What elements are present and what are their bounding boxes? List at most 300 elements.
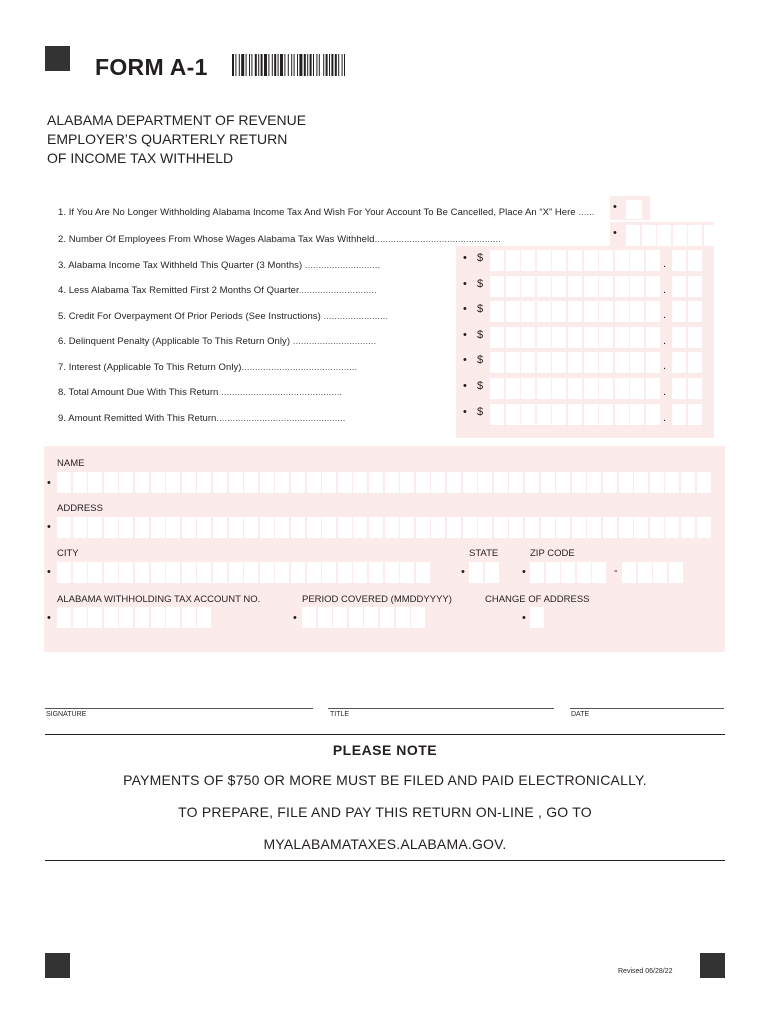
zip-cell[interactable] (530, 562, 544, 583)
line-9-amount-cell[interactable] (568, 404, 582, 425)
line-8-label: 8. Total Amount Due With This Return ............................................. (58, 387, 343, 398)
city-cell[interactable] (197, 562, 211, 583)
address-cell[interactable] (619, 517, 633, 538)
name-cell[interactable] (478, 472, 492, 493)
address-cell[interactable] (494, 517, 508, 538)
address-cell[interactable] (650, 517, 664, 538)
address-cell[interactable] (353, 517, 367, 538)
barcode-bar (307, 54, 308, 76)
address-cell[interactable] (104, 517, 118, 538)
name-cell[interactable] (57, 472, 71, 493)
account-cell[interactable] (119, 607, 133, 628)
city-cell[interactable] (229, 562, 243, 583)
line-6-dollar-sign: $ (477, 328, 484, 341)
line-6-amount-cell[interactable] (615, 327, 629, 348)
line-8-cents-cell[interactable] (672, 378, 686, 399)
revised-date: Revised 06/28/22 (618, 968, 673, 975)
line-3-amount-cell[interactable] (521, 250, 535, 271)
address-cell[interactable] (541, 517, 555, 538)
name-cell[interactable] (603, 472, 617, 493)
line-7-amount-cell[interactable] (646, 352, 660, 373)
line-2-cell[interactable] (626, 225, 640, 246)
city-label: CITY (57, 548, 79, 559)
barcode-bar (329, 54, 330, 76)
line-4-amount-cell[interactable] (584, 276, 598, 297)
date-line[interactable] (570, 708, 724, 709)
line-5-amount-cell[interactable] (584, 301, 598, 322)
account-cell[interactable] (197, 607, 211, 628)
barcode-bar (335, 54, 337, 76)
line-3-bullet: • (463, 252, 467, 264)
account-cell[interactable] (57, 607, 71, 628)
line-3-dollar-sign: $ (477, 252, 484, 264)
note-title: PLEASE NOTE (332, 742, 438, 758)
line-4-amount-cell[interactable] (490, 276, 504, 297)
name-cell[interactable] (556, 472, 570, 493)
line-6-cents-cell[interactable] (688, 327, 702, 348)
line-3-amount-cell[interactable] (630, 250, 644, 271)
line-7-cents-cell[interactable] (688, 352, 702, 373)
period-cell[interactable] (411, 607, 425, 628)
city-cell[interactable] (88, 562, 102, 583)
address-cell[interactable] (369, 517, 383, 538)
name-cell[interactable] (619, 472, 633, 493)
address-cell[interactable] (322, 517, 336, 538)
zip-plus-four-cell[interactable] (669, 562, 683, 583)
city-cell[interactable] (322, 562, 336, 583)
city-bullet: • (47, 566, 51, 578)
line-6-amount-cell[interactable] (506, 327, 520, 348)
line-8-amount-cell[interactable] (490, 378, 504, 399)
date-label: DATE (571, 711, 590, 718)
address-cell[interactable] (197, 517, 211, 538)
line-7-amount-cell[interactable] (615, 352, 629, 373)
line-5-amount-cell[interactable] (630, 301, 644, 322)
zip-bullet: • (522, 566, 526, 578)
name-cell[interactable] (353, 472, 367, 493)
line-5-bullet: • (463, 303, 467, 316)
state-cell[interactable] (485, 562, 499, 583)
name-cell[interactable] (681, 472, 695, 493)
department-line-3: OF INCOME TAX WITHHELD (47, 150, 234, 166)
line-8-amount-cell[interactable] (599, 378, 613, 399)
line-5-label: 5. Credit For Overpayment Of Prior Periods (See Instructions) ........................ (58, 311, 389, 322)
line-5-amount-cell[interactable] (552, 301, 566, 322)
city-cell[interactable] (73, 562, 87, 583)
city-cell[interactable] (416, 562, 430, 583)
zip-plus-four-cell[interactable] (653, 562, 667, 583)
address-cell[interactable] (119, 517, 133, 538)
address-cell[interactable] (291, 517, 305, 538)
barcode-bar (304, 54, 306, 76)
name-cell[interactable] (650, 472, 664, 493)
line-2-cell[interactable] (688, 225, 702, 246)
city-cell[interactable] (385, 562, 399, 583)
address-cell[interactable] (478, 517, 492, 538)
name-cell[interactable] (244, 472, 258, 493)
address-cell[interactable] (509, 517, 523, 538)
line-6-bullet: • (463, 328, 467, 341)
line-8-amount-cell[interactable] (521, 378, 535, 399)
line-3-amount-cell[interactable] (584, 250, 598, 271)
name-cell[interactable] (307, 472, 321, 493)
city-cell[interactable] (260, 562, 274, 583)
line-9-amount-cell[interactable] (615, 404, 629, 425)
city-cell[interactable] (353, 562, 367, 583)
line-3-amount-cell[interactable] (490, 250, 504, 271)
line-1-checkbox-cell[interactable] (626, 200, 642, 219)
address-cell[interactable] (260, 517, 274, 538)
line-9-amount-cell[interactable] (584, 404, 598, 425)
address-cell[interactable] (463, 517, 477, 538)
line-3-amount-cell[interactable] (599, 250, 613, 271)
address-cell[interactable] (556, 517, 570, 538)
line-8-amount-cell[interactable] (552, 378, 566, 399)
line-4-amount-cell[interactable] (521, 276, 535, 297)
barcode-bar (239, 54, 240, 76)
title-label: TITLE (330, 711, 350, 718)
city-cell[interactable] (291, 562, 305, 583)
zip-cell[interactable] (577, 562, 591, 583)
address-cell[interactable] (88, 517, 102, 538)
line-5-amount-cell[interactable] (599, 301, 613, 322)
line-8-bullet: • (463, 380, 467, 392)
name-label: NAME (57, 458, 85, 469)
address-cell[interactable] (416, 517, 430, 538)
line-7-amount-cell[interactable] (537, 352, 551, 373)
city-cell[interactable] (151, 562, 165, 583)
name-cell[interactable] (541, 472, 555, 493)
line-6-cents-cell[interactable] (672, 327, 686, 348)
line-7-amount-cell[interactable] (568, 352, 582, 373)
line-2-cell[interactable] (642, 225, 656, 246)
line-8-amount-cell[interactable] (630, 378, 644, 399)
barcode-bar (246, 54, 247, 76)
zip-cell[interactable] (592, 562, 606, 583)
city-cell[interactable] (244, 562, 258, 583)
zip-dash: - (614, 565, 618, 577)
city-cell[interactable] (135, 562, 149, 583)
line-9-label: 9. Amount Remitted With This Return................................................ (58, 413, 346, 424)
line-5-amount-cell[interactable] (646, 301, 660, 322)
line-4-cents-cell[interactable] (688, 276, 702, 297)
line-3-amount-cell[interactable] (506, 250, 520, 271)
city-cell[interactable] (182, 562, 196, 583)
zip-plus-four-cell[interactable] (622, 562, 636, 583)
line-3-label: 3. Alabama Income Tax Withheld This Quarter (3 Months) ............................ (58, 260, 381, 271)
period-label: PERIOD COVERED (MMDDYYYY) (302, 594, 452, 605)
line-8-amount-cell[interactable] (506, 378, 520, 399)
line-3-amount-cell[interactable] (537, 250, 551, 271)
line-2-bullet: • (613, 227, 617, 239)
barcode-bar (338, 54, 339, 76)
line-4-cents-cell[interactable] (672, 276, 686, 297)
line-4-amount-cell[interactable] (630, 276, 644, 297)
line-8-amount-cell[interactable] (646, 378, 660, 399)
name-cell[interactable] (634, 472, 648, 493)
name-cell[interactable] (260, 472, 274, 493)
address-cell[interactable] (572, 517, 586, 538)
name-cell[interactable] (447, 472, 461, 493)
city-cell[interactable] (166, 562, 180, 583)
name-cell[interactable] (572, 472, 586, 493)
name-cell[interactable] (166, 472, 180, 493)
line-8-amount-cell[interactable] (568, 378, 582, 399)
name-cell[interactable] (400, 472, 414, 493)
line-3-amount-cell[interactable] (568, 250, 582, 271)
zip-cell[interactable] (546, 562, 560, 583)
line-9-cents-cell[interactable] (688, 404, 702, 425)
address-cell[interactable] (587, 517, 601, 538)
line-6-amount-cell[interactable] (599, 327, 613, 348)
city-cell[interactable] (213, 562, 227, 583)
line-4-amount-cell[interactable] (646, 276, 660, 297)
name-cell[interactable] (385, 472, 399, 493)
line-9-amount-cell[interactable] (490, 404, 504, 425)
name-cell[interactable] (463, 472, 477, 493)
account-label: ALABAMA WITHHOLDING TAX ACCOUNT NO. (57, 594, 261, 605)
line-6-amount-cell[interactable] (537, 327, 551, 348)
city-cell[interactable] (275, 562, 289, 583)
address-cell[interactable] (57, 517, 71, 538)
note-bottom-rule (45, 860, 725, 861)
city-cell[interactable] (400, 562, 414, 583)
address-cell[interactable] (275, 517, 289, 538)
name-cell[interactable] (229, 472, 243, 493)
address-cell[interactable] (135, 517, 149, 538)
address-cell[interactable] (307, 517, 321, 538)
name-cell[interactable] (525, 472, 539, 493)
barcode (232, 54, 394, 76)
name-cell[interactable] (431, 472, 445, 493)
name-cell[interactable] (416, 472, 430, 493)
line-9-cents-cell[interactable] (672, 404, 686, 425)
zip-plus-four-cell[interactable] (638, 562, 652, 583)
line-4-amount-cell[interactable] (615, 276, 629, 297)
line-8-amount-cell[interactable] (615, 378, 629, 399)
address-cell[interactable] (229, 517, 243, 538)
account-cell[interactable] (182, 607, 196, 628)
name-cell[interactable] (697, 472, 711, 493)
account-cell[interactable] (166, 607, 180, 628)
barcode-bar (274, 54, 276, 76)
line-3-cents-cell[interactable] (672, 250, 686, 271)
line-5-cents-cell[interactable] (672, 301, 686, 322)
line-3-amount-cell[interactable] (646, 250, 660, 271)
name-cell[interactable] (665, 472, 679, 493)
account-cell[interactable] (88, 607, 102, 628)
name-cell[interactable] (119, 472, 133, 493)
address-cell[interactable] (73, 517, 87, 538)
line-4-amount-cell[interactable] (552, 276, 566, 297)
barcode-bar (249, 54, 250, 76)
address-cell[interactable] (151, 517, 165, 538)
barcode-bar (297, 54, 298, 76)
name-cell[interactable] (338, 472, 352, 493)
line-2-cell[interactable] (704, 225, 718, 246)
address-cell[interactable] (447, 517, 461, 538)
line-9-amount-cell[interactable] (521, 404, 535, 425)
account-cell[interactable] (73, 607, 87, 628)
name-cell[interactable] (275, 472, 289, 493)
name-cell[interactable] (182, 472, 196, 493)
change-of-address-cell[interactable] (530, 607, 544, 628)
line-9-amount-cell[interactable] (630, 404, 644, 425)
line-5-amount-cell[interactable] (615, 301, 629, 322)
period-cell[interactable] (396, 607, 410, 628)
line-3-cents-cell[interactable] (688, 250, 702, 271)
line-4-amount-cell[interactable] (537, 276, 551, 297)
line-5-dollar-sign: $ (477, 303, 484, 316)
city-cell[interactable] (307, 562, 321, 583)
name-cell[interactable] (369, 472, 383, 493)
line-7-amount-cell[interactable] (599, 352, 613, 373)
city-cell[interactable] (338, 562, 352, 583)
line-8-amount-cell[interactable] (537, 378, 551, 399)
address-cell[interactable] (697, 517, 711, 538)
line-4-label: 4. Less Alabama Tax Remitted First 2 Months Of Quarter............................. (58, 285, 377, 296)
name-cell[interactable] (104, 472, 118, 493)
city-cell[interactable] (369, 562, 383, 583)
address-cell[interactable] (634, 517, 648, 538)
line-6-amount-cell[interactable] (521, 327, 535, 348)
name-cell[interactable] (291, 472, 305, 493)
registration-mark-top-left (45, 46, 70, 71)
address-cell[interactable] (400, 517, 414, 538)
address-cell[interactable] (603, 517, 617, 538)
address-cell[interactable] (431, 517, 445, 538)
line-4-amount-cell[interactable] (568, 276, 582, 297)
zip-label: ZIP CODE (530, 548, 575, 559)
change-bullet: • (522, 612, 526, 624)
address-cell[interactable] (338, 517, 352, 538)
line-7-decimal-point: . (663, 360, 667, 373)
address-cell[interactable] (166, 517, 180, 538)
account-cell[interactable] (151, 607, 165, 628)
line-3-amount-cell[interactable] (615, 250, 629, 271)
address-cell[interactable] (244, 517, 258, 538)
period-cell[interactable] (364, 607, 378, 628)
barcode-bar (344, 54, 345, 76)
line-9-amount-cell[interactable] (552, 404, 566, 425)
title-line[interactable] (328, 708, 554, 709)
city-cell[interactable] (104, 562, 118, 583)
line-7-amount-cell[interactable] (506, 352, 520, 373)
line-5-amount-cell[interactable] (521, 301, 535, 322)
line-6-amount-cell[interactable] (630, 327, 644, 348)
line-5-amount-cell[interactable] (490, 301, 504, 322)
line-6-amount-cell[interactable] (646, 327, 660, 348)
address-cell[interactable] (665, 517, 679, 538)
line-7-amount-cell[interactable] (490, 352, 504, 373)
barcode-bar (326, 54, 328, 76)
address-cell[interactable] (525, 517, 539, 538)
line-6-amount-cell[interactable] (490, 327, 504, 348)
line-5-amount-cell[interactable] (506, 301, 520, 322)
period-cell[interactable] (302, 607, 316, 628)
line-6-amount-cell[interactable] (584, 327, 598, 348)
address-cell[interactable] (182, 517, 196, 538)
barcode-bar (291, 54, 292, 76)
line-4-amount-cell[interactable] (506, 276, 520, 297)
state-cell[interactable] (469, 562, 483, 583)
name-cell[interactable] (197, 472, 211, 493)
line-4-amount-cell[interactable] (599, 276, 613, 297)
line-9-dollar-sign: $ (477, 405, 484, 418)
line-6-amount-cell[interactable] (568, 327, 582, 348)
line-2-cell[interactable] (657, 225, 671, 246)
name-cell[interactable] (135, 472, 149, 493)
registration-mark-bottom-left (45, 953, 70, 978)
line-3-amount-cell[interactable] (552, 250, 566, 271)
period-bullet: • (293, 612, 297, 624)
line-8-amount-cell[interactable] (584, 378, 598, 399)
line-8-cents-cell[interactable] (688, 378, 702, 399)
name-cell[interactable] (587, 472, 601, 493)
line-6-label: 6. Delinquent Penalty (Applicable To This Return Only) ............................... (58, 336, 377, 347)
note-line-2: TO PREPARE, FILE AND PAY THIS RETURN ON-LINE , GO TO (178, 804, 592, 820)
barcode-bar (288, 54, 289, 76)
period-cell[interactable] (318, 607, 332, 628)
name-cell[interactable] (322, 472, 336, 493)
city-cell[interactable] (57, 562, 71, 583)
name-cell[interactable] (73, 472, 87, 493)
line-9-amount-cell[interactable] (646, 404, 660, 425)
account-cell[interactable] (135, 607, 149, 628)
line-7-amount-cell[interactable] (630, 352, 644, 373)
barcode-bar (323, 54, 324, 76)
barcode-bar (251, 54, 252, 76)
line-9-bullet: • (463, 405, 467, 418)
name-cell[interactable] (88, 472, 102, 493)
name-cell[interactable] (151, 472, 165, 493)
line-7-cents-cell[interactable] (672, 352, 686, 373)
line-7-amount-cell[interactable] (521, 352, 535, 373)
line-6-amount-cell[interactable] (552, 327, 566, 348)
period-cell[interactable] (333, 607, 347, 628)
barcode-bar (294, 54, 295, 76)
zip-cell[interactable] (561, 562, 575, 583)
name-cell[interactable] (509, 472, 523, 493)
period-cell[interactable] (380, 607, 394, 628)
account-cell[interactable] (104, 607, 118, 628)
line-5-amount-cell[interactable] (568, 301, 582, 322)
signature-line[interactable] (45, 708, 313, 709)
line-5-cents-cell[interactable] (688, 301, 702, 322)
line-9-amount-cell[interactable] (537, 404, 551, 425)
line-5-amount-cell[interactable] (537, 301, 551, 322)
city-cell[interactable] (119, 562, 133, 583)
period-cell[interactable] (349, 607, 363, 628)
address-cell[interactable] (385, 517, 399, 538)
barcode-bar (268, 54, 269, 76)
line-4-dollar-sign: $ (477, 277, 484, 290)
line-9-amount-cell[interactable] (599, 404, 613, 425)
line-9-amount-cell[interactable] (506, 404, 520, 425)
barcode-bar (299, 54, 302, 76)
barcode-bar (232, 54, 234, 76)
address-cell[interactable] (681, 517, 695, 538)
line-7-amount-cell[interactable] (584, 352, 598, 373)
barcode-bar (235, 54, 236, 76)
address-cell[interactable] (213, 517, 227, 538)
note-line-1: PAYMENTS OF $750 OR MORE MUST BE FILED AND PAID ELECTRONICALLY. (123, 772, 647, 788)
line-2-cell[interactable] (673, 225, 687, 246)
name-cell[interactable] (213, 472, 227, 493)
line-1-bullet: • (613, 201, 617, 213)
line-7-amount-cell[interactable] (552, 352, 566, 373)
name-cell[interactable] (494, 472, 508, 493)
